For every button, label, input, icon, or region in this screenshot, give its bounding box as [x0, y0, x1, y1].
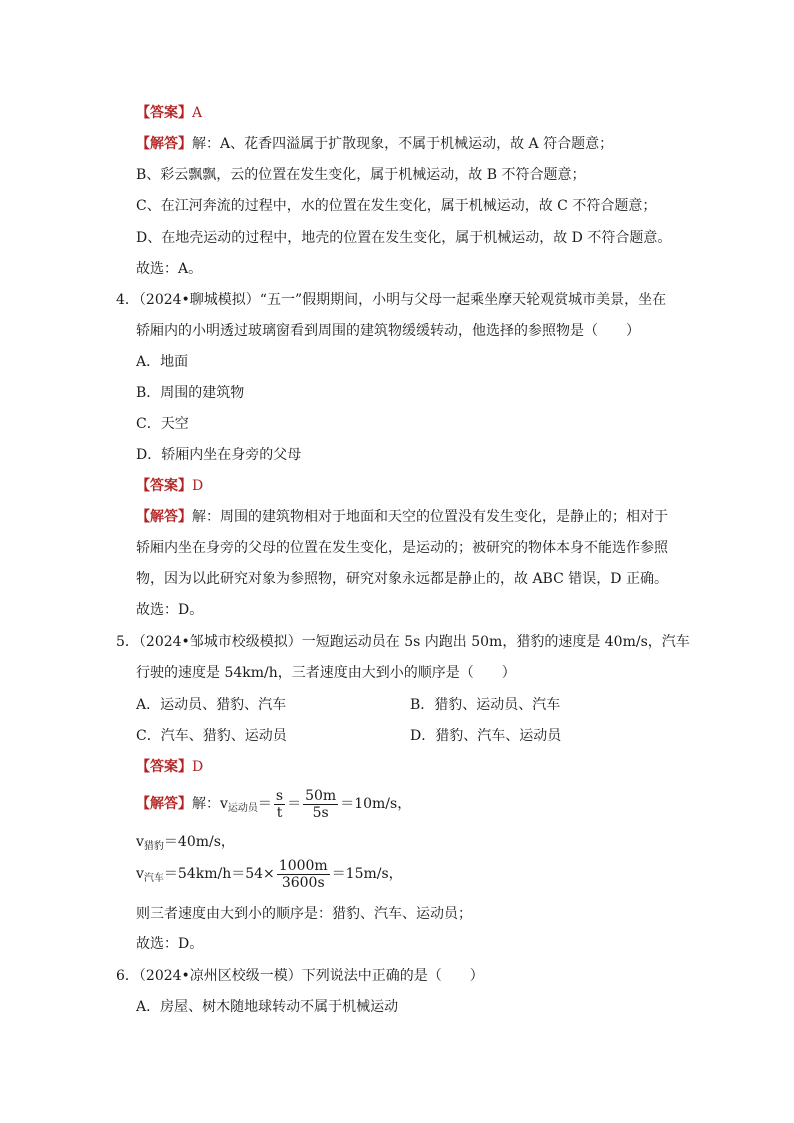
- eq-result: ＝15m/s，: [331, 866, 403, 882]
- eq-subscript: 猎豹: [143, 841, 164, 852]
- q4-option-a: A．地面: [136, 354, 189, 370]
- q5-answer: [136, 757, 203, 777]
- fraction-denominator: 5s: [312, 804, 329, 821]
- analysis-text: 解：周围的建筑物相对于地面和天空的位置没有发生变化，是静止的；相对于: [192, 509, 668, 525]
- q3-analysis-line4: D、在地壳运动的过程中，地壳的位置在发生变化，属于机械运动，故 D 不符合题意。: [136, 230, 672, 246]
- fraction-distance-over-time: [303, 788, 338, 821]
- q5-option-a: A．运动员、猎豹、汽车: [136, 697, 287, 713]
- q6-stem-line1: 6．（2024•凉州区校级一模）下列说法中正确的是（ ）: [116, 968, 484, 984]
- fraction-denominator: t: [276, 804, 283, 821]
- q5-conclusion: 则三者速度由大到小的顺序是：猎豹、汽车、运动员；: [136, 906, 472, 922]
- answer-tag: 【答案】: [136, 105, 192, 121]
- q5-option-d: D．猎豹、汽车、运动员: [410, 728, 562, 744]
- analysis-tag: 【解答】: [136, 796, 192, 812]
- eq-prefix: 解：v: [192, 796, 228, 812]
- q4-choice: 故选：D。: [136, 602, 204, 618]
- q5-stem-line2: 行驶的速度是 54km/h，三者速度由大到小的顺序是（ ）: [136, 665, 516, 681]
- q4-analysis-line1: [136, 507, 668, 527]
- answer-tag: 【答案】: [136, 478, 192, 494]
- q3-analysis-line3: C、在江河奔流的过程中，水的位置在发生变化，属于机械运动，故 C 不符合题意；: [136, 198, 657, 214]
- analysis-text: 解：A、花香四溢属于扩散现象，不属于机械运动，故 A 符合题意；: [192, 136, 614, 152]
- q5-equation-car: [136, 856, 403, 897]
- eq-result: ＝40m/s，: [163, 834, 235, 850]
- q3-analysis-line2: B、彩云飘飘，云的位置在发生变化，属于机械运动，故 B 不符合题意；: [136, 167, 586, 183]
- fraction-unit-conversion: [277, 858, 330, 891]
- q4-stem-line2: 轿厢内的小明透过玻璃窗看到周围的建筑物缓缓转动，他选择的参照物是（ ）: [136, 323, 640, 339]
- answer-value: D: [192, 478, 204, 494]
- eq-subscript: 汽车: [143, 873, 164, 884]
- q4-option-b: B．周围的建筑物: [136, 385, 245, 401]
- eq-subscript: 运动员: [227, 803, 258, 814]
- answer-value: D: [192, 759, 204, 775]
- fraction-numerator: 50m: [305, 787, 337, 804]
- q5-equation-cheetah: [136, 832, 235, 857]
- q3-answer: [136, 103, 202, 123]
- analysis-tag: 【解答】: [136, 509, 192, 525]
- eq-prefix: v: [136, 866, 144, 882]
- q6-option-a: A．房屋、树木随地球转动不属于机械运动: [136, 999, 399, 1015]
- eq-sign: ＝: [257, 796, 272, 812]
- q5-option-b: B．猎豹、运动员、汽车: [410, 697, 561, 713]
- q4-analysis-line3: 物，因为以此研究对象为参照物，研究对象永远都是静止的，故 ABC 错误，D 正确。: [136, 571, 668, 587]
- fraction-numerator: 1000m: [278, 857, 328, 874]
- fraction-denominator: 3600s: [281, 874, 325, 891]
- q4-answer: [136, 476, 203, 496]
- q3-analysis-line1: [136, 134, 613, 154]
- fraction-s-over-t: [274, 788, 285, 821]
- answer-tag: 【答案】: [136, 759, 192, 775]
- fraction-numerator: s: [275, 787, 284, 804]
- eq-middle: ＝54km/h＝54×: [163, 866, 275, 882]
- q3-choice: 故选：A。: [136, 261, 203, 277]
- q4-option-d: D．轿厢内坐在身旁的父母: [136, 447, 302, 463]
- q4-option-c: C．天空: [136, 416, 189, 432]
- eq-result: ＝10m/s，: [340, 796, 412, 812]
- q5-option-c: C．汽车、猎豹、运动员: [136, 728, 287, 744]
- q5-choice: 故选：D。: [136, 936, 204, 952]
- eq-sign: ＝: [287, 796, 302, 812]
- eq-prefix: v: [136, 834, 144, 850]
- q4-stem-line1: 4．（2024•聊城模拟）“五一”假期期间，小明与父母一起乘坐摩天轮观赏城市美景，坐在: [116, 292, 667, 308]
- q5-equation-athlete: [136, 786, 411, 827]
- analysis-tag: 【解答】: [136, 136, 192, 152]
- answer-value: A: [192, 105, 203, 121]
- q5-stem-line1: 5．（2024•邹城市校级模拟）一短跑运动员在 5s 内跑出 50m，猎豹的速度是 40m/s，汽车: [116, 634, 690, 650]
- q4-analysis-line2: 轿厢内坐在身旁的父母的位置在发生变化，是运动的；被研究的物体本身不能选作参照: [136, 540, 668, 556]
